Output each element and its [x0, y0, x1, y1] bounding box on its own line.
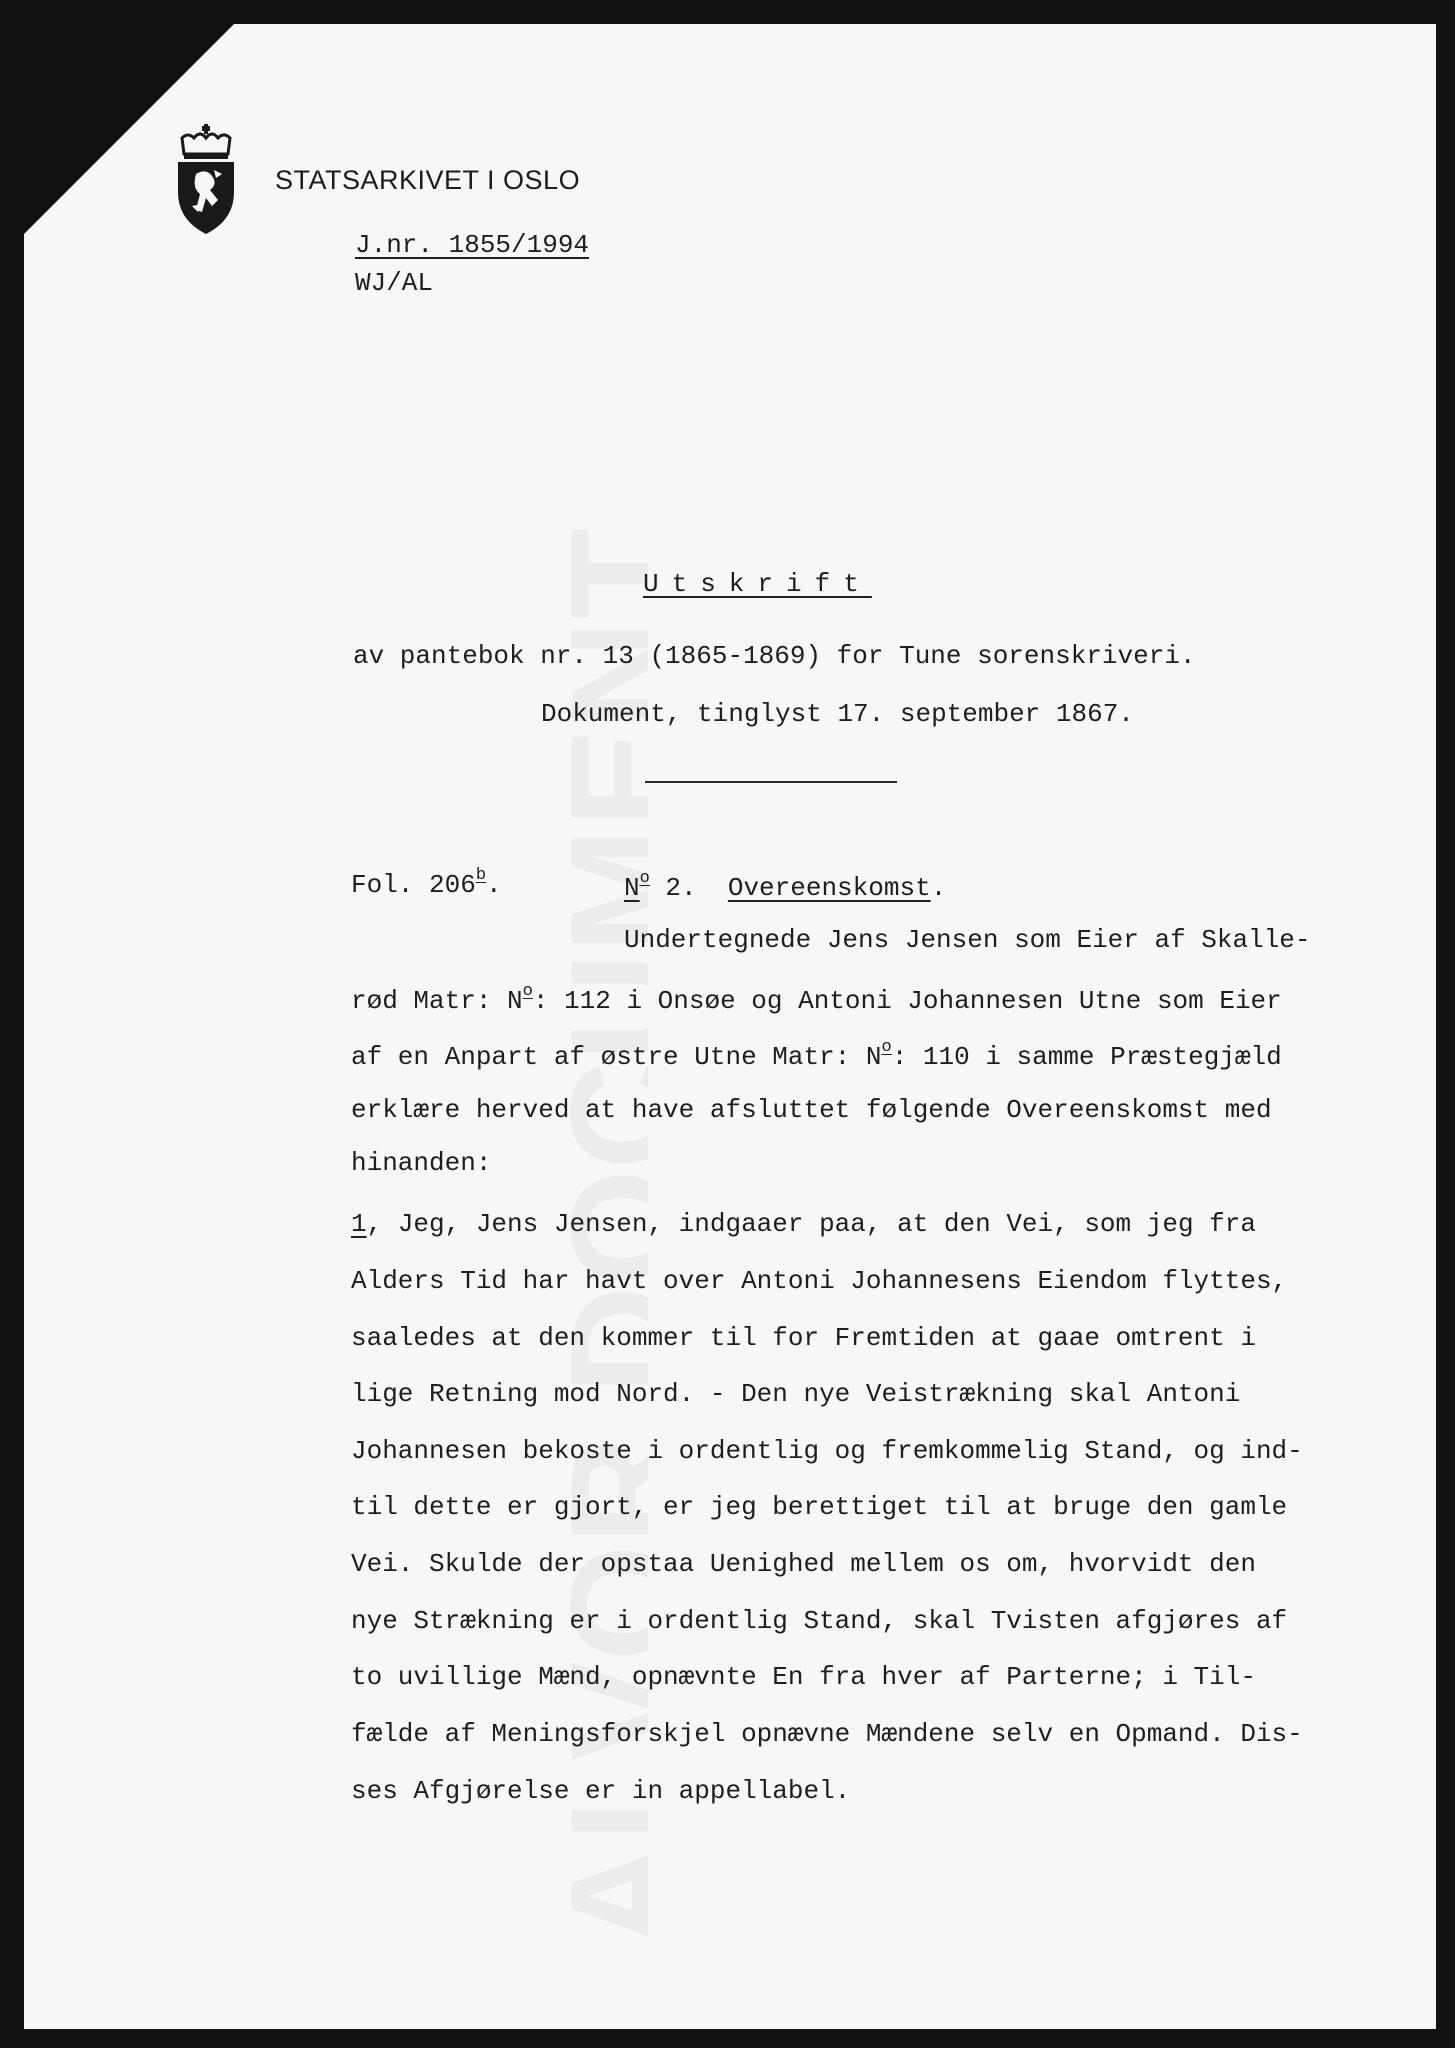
body-line: til dette er gjort, er jeg berettiget til at bruge den gamle	[351, 1492, 1288, 1522]
heading-label: Overeenskomst	[727, 873, 931, 903]
journal-number: J.nr. 1855/1994	[355, 230, 590, 260]
body-line	[351, 1039, 1282, 1070]
body-line: lige Retning mod Nord. - Den nye Veistrækning skal Antoni	[351, 1379, 1241, 1409]
folio-reference	[351, 867, 502, 898]
divider	[645, 781, 897, 783]
body-text: , Jeg, Jens Jensen, indgaaer paa, at den Vei, som jeg fra	[366, 1209, 1256, 1239]
body-line: erklære herved at have afsluttet følgende Overeenskomst med	[351, 1095, 1272, 1125]
body-text: af en Anpart af østre Utne Matr: N	[351, 1042, 882, 1072]
body-line: Johannesen bekoste i ordentlig og fremkommelig Stand, og ind-	[351, 1436, 1303, 1466]
subtitle-line-1: av pantebok nr. 13 (1865-1869) for Tune sorenskriveri.	[353, 641, 1196, 671]
institution-name: STATSARKIVET I OSLO	[275, 165, 581, 195]
heading-period: .	[930, 873, 947, 903]
body-line: saaledes at den kommer til for Fremtiden at gaae omtrent i	[351, 1323, 1256, 1353]
body-line: Undertegnede Jens Jensen som Eier af Skalle-	[624, 925, 1311, 955]
body-line: ses Afgjørelse er in appellabel.	[351, 1776, 851, 1806]
body-superscript: o	[522, 982, 533, 1001]
folio-superscript: b	[475, 866, 487, 885]
body-text: : 112 i Onsøe og Antoni Johannesen Utne som Eier	[532, 986, 1282, 1016]
norwegian-coat-of-arms-icon	[174, 124, 238, 236]
body-text: rød Matr: N	[351, 986, 523, 1016]
body-line: nye Strækning er i ordentlig Stand, skal Tvisten afgjøres af	[351, 1606, 1288, 1636]
body-line	[351, 983, 1282, 1014]
heading-number-rest: 2.	[649, 873, 697, 903]
body-text: : 110 i samme Præstegjæld	[891, 1042, 1282, 1072]
heading-number-sup: o	[639, 869, 650, 888]
body-line	[351, 1211, 1256, 1237]
folio-suffix: .	[486, 870, 502, 900]
body-line: Vei. Skulde der opstaa Uenighed mellem os om, hvorvidt den	[351, 1549, 1256, 1579]
body-line: fælde af Meningsforskjel opnævne Mændene selv en Opmand. Dis-	[351, 1719, 1303, 1749]
section-heading	[624, 870, 946, 901]
subtitle-line-2: Dokument, tinglyst 17. september 1867.	[541, 699, 1134, 729]
clause-number: 1	[351, 1209, 367, 1239]
page-title: Utskrift	[643, 569, 872, 599]
body-line: hinanden:	[351, 1148, 492, 1178]
initials: WJ/AL	[355, 268, 434, 298]
body-line: Alders Tid har havt over Antoni Johannesens Eiendom flyttes,	[351, 1266, 1288, 1296]
heading-number-sign: N	[624, 873, 640, 903]
body-line: to uvillige Mænd, opnævnte En fra hver af Parterne; i Til-	[351, 1662, 1256, 1692]
folio-prefix: Fol. 206	[351, 870, 476, 900]
body-superscript: o	[881, 1038, 892, 1057]
